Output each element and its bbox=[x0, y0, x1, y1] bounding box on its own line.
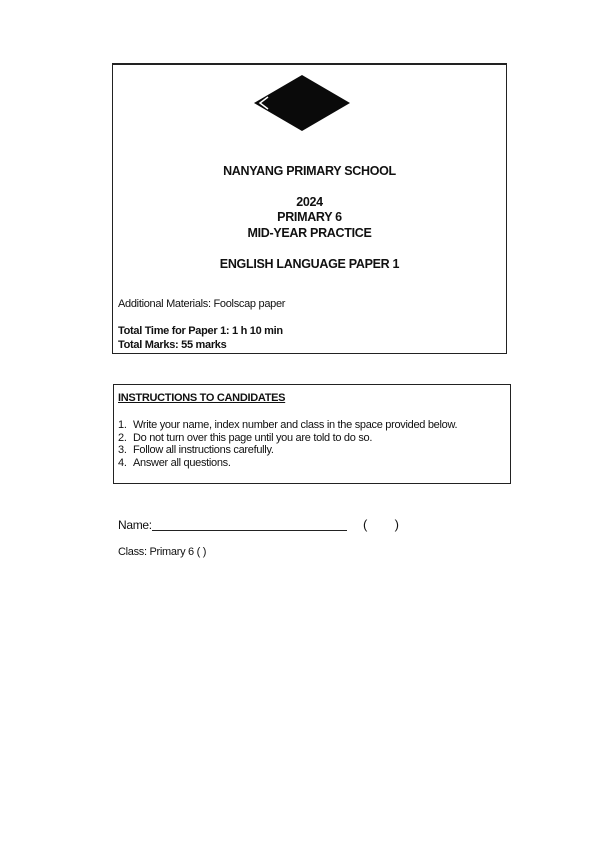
cover-box bbox=[112, 63, 507, 354]
instructions-list bbox=[118, 419, 457, 469]
exam-year: 2024 bbox=[296, 195, 323, 209]
class-field[interactable]: Class: Primary 6 ( ) bbox=[118, 546, 207, 558]
instruction-item: 3. Follow all instructions carefully. bbox=[118, 444, 274, 456]
school-crest-icon bbox=[254, 75, 350, 131]
total-marks: Total Marks: 55 marks bbox=[118, 339, 227, 351]
name-label: Name: bbox=[118, 518, 152, 532]
instruction-item: 4. Answer all questions. bbox=[118, 456, 231, 469]
total-time: Total Time for Paper 1: 1 h 10 min bbox=[118, 325, 283, 337]
exam-name: MID-YEAR PRACTICE bbox=[247, 226, 372, 240]
instruction-item: 2. Do not turn over this page until you are told to do so. bbox=[118, 431, 373, 444]
level: PRIMARY 6 bbox=[277, 210, 342, 224]
subject-paper: ENGLISH LANGUAGE PAPER 1 bbox=[219, 257, 400, 271]
instructions-title: INSTRUCTIONS TO CANDIDATES bbox=[118, 392, 286, 404]
instructions-box bbox=[113, 384, 511, 484]
instruction-item: 1. Write your name, index number and class in the space provided below. bbox=[118, 419, 458, 431]
index-number-field[interactable]: ( ) bbox=[363, 517, 399, 532]
additional-materials: Additional Materials: Foolscap paper bbox=[118, 298, 286, 310]
school-name: NANYANG PRIMARY SCHOOL bbox=[223, 164, 396, 178]
name-field-line[interactable] bbox=[152, 530, 347, 531]
